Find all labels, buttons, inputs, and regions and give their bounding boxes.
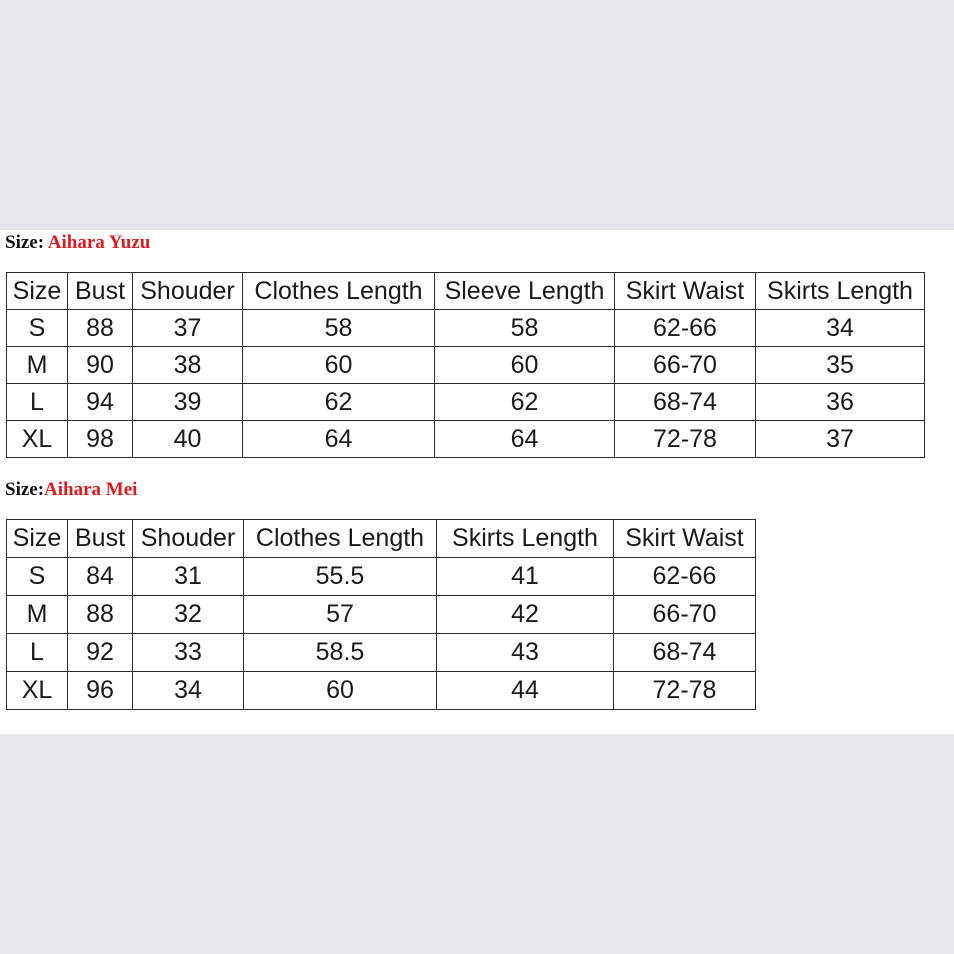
- table-cell: 40: [133, 421, 243, 458]
- header-cell: Sleeve Length: [435, 273, 615, 310]
- table-row: [7, 310, 925, 347]
- table-cell: M: [7, 596, 68, 634]
- table-cell: 31: [133, 558, 244, 596]
- caption-label: Size:: [5, 479, 45, 500]
- header-cell: Size: [7, 520, 68, 558]
- table-cell: 58: [435, 310, 615, 347]
- caption-character-name: Aihara Yuzu: [47, 232, 151, 253]
- table-cell: 44: [437, 672, 614, 710]
- table-cell: 84: [68, 558, 133, 596]
- table-cell: 88: [68, 596, 133, 634]
- size-table-yuzu: [6, 272, 925, 458]
- table-cell: S: [7, 558, 68, 596]
- table-row: [7, 421, 925, 458]
- table-cell: 64: [243, 421, 435, 458]
- table-cell: 68-74: [614, 634, 756, 672]
- table-cell: 37: [756, 421, 925, 458]
- table-row: [7, 634, 756, 672]
- table-cell: 60: [243, 347, 435, 384]
- table-cell: 37: [133, 310, 243, 347]
- table-cell: 60: [435, 347, 615, 384]
- table-cell: L: [7, 634, 68, 672]
- table-cell: L: [7, 384, 68, 421]
- table-cell: XL: [7, 421, 68, 458]
- table-cell: 36: [756, 384, 925, 421]
- section-caption-yuzu: [5, 232, 150, 254]
- table-cell: 41: [437, 558, 614, 596]
- table-row: [7, 384, 925, 421]
- table-cell: 62-66: [615, 310, 756, 347]
- caption-character-name: Aihara Mei: [44, 479, 138, 500]
- table-cell: 66-70: [614, 596, 756, 634]
- table-cell: 94: [68, 384, 133, 421]
- table-row: [7, 672, 756, 710]
- table-cell: S: [7, 310, 68, 347]
- table-cell: 68-74: [615, 384, 756, 421]
- table-header-row: [7, 520, 756, 558]
- header-cell: Skirts Length: [756, 273, 925, 310]
- table-cell: M: [7, 347, 68, 384]
- header-cell: Shouder: [133, 273, 243, 310]
- size-chart-panel: [0, 230, 954, 734]
- table-cell: 35: [756, 347, 925, 384]
- table-cell: 96: [68, 672, 133, 710]
- table-cell: 39: [133, 384, 243, 421]
- table-cell: 38: [133, 347, 243, 384]
- header-cell: Shouder: [133, 520, 244, 558]
- table-cell: 90: [68, 347, 133, 384]
- table-cell: 32: [133, 596, 244, 634]
- table-cell: 64: [435, 421, 615, 458]
- size-table-mei: [6, 519, 756, 710]
- table-row: [7, 347, 925, 384]
- table-cell: 42: [437, 596, 614, 634]
- table-header-row: [7, 273, 925, 310]
- header-cell: Size: [7, 273, 68, 310]
- table-cell: 66-70: [615, 347, 756, 384]
- header-cell: Skirts Length: [437, 520, 614, 558]
- table-cell: 55.5: [244, 558, 437, 596]
- header-cell: Bust: [68, 520, 133, 558]
- table-cell: 60: [244, 672, 437, 710]
- header-cell: Skirt Waist: [615, 273, 756, 310]
- table-cell: 62: [243, 384, 435, 421]
- header-cell: Skirt Waist: [614, 520, 756, 558]
- table-cell: 57: [244, 596, 437, 634]
- caption-label: Size:: [5, 232, 48, 253]
- table-cell: 34: [756, 310, 925, 347]
- header-cell: Clothes Length: [243, 273, 435, 310]
- table-cell: 58: [243, 310, 435, 347]
- table-cell: XL: [7, 672, 68, 710]
- header-cell: Bust: [68, 273, 133, 310]
- table-cell: 88: [68, 310, 133, 347]
- table-row: [7, 596, 756, 634]
- table-cell: 43: [437, 634, 614, 672]
- table-cell: 62-66: [614, 558, 756, 596]
- table-cell: 58.5: [244, 634, 437, 672]
- table-row: [7, 558, 756, 596]
- table-cell: 72-78: [614, 672, 756, 710]
- table-cell: 92: [68, 634, 133, 672]
- table-cell: 33: [133, 634, 244, 672]
- table-cell: 62: [435, 384, 615, 421]
- header-cell: Clothes Length: [244, 520, 437, 558]
- table-cell: 98: [68, 421, 133, 458]
- table-cell: 72-78: [615, 421, 756, 458]
- table-cell: 34: [133, 672, 244, 710]
- section-caption-mei: [5, 479, 137, 501]
